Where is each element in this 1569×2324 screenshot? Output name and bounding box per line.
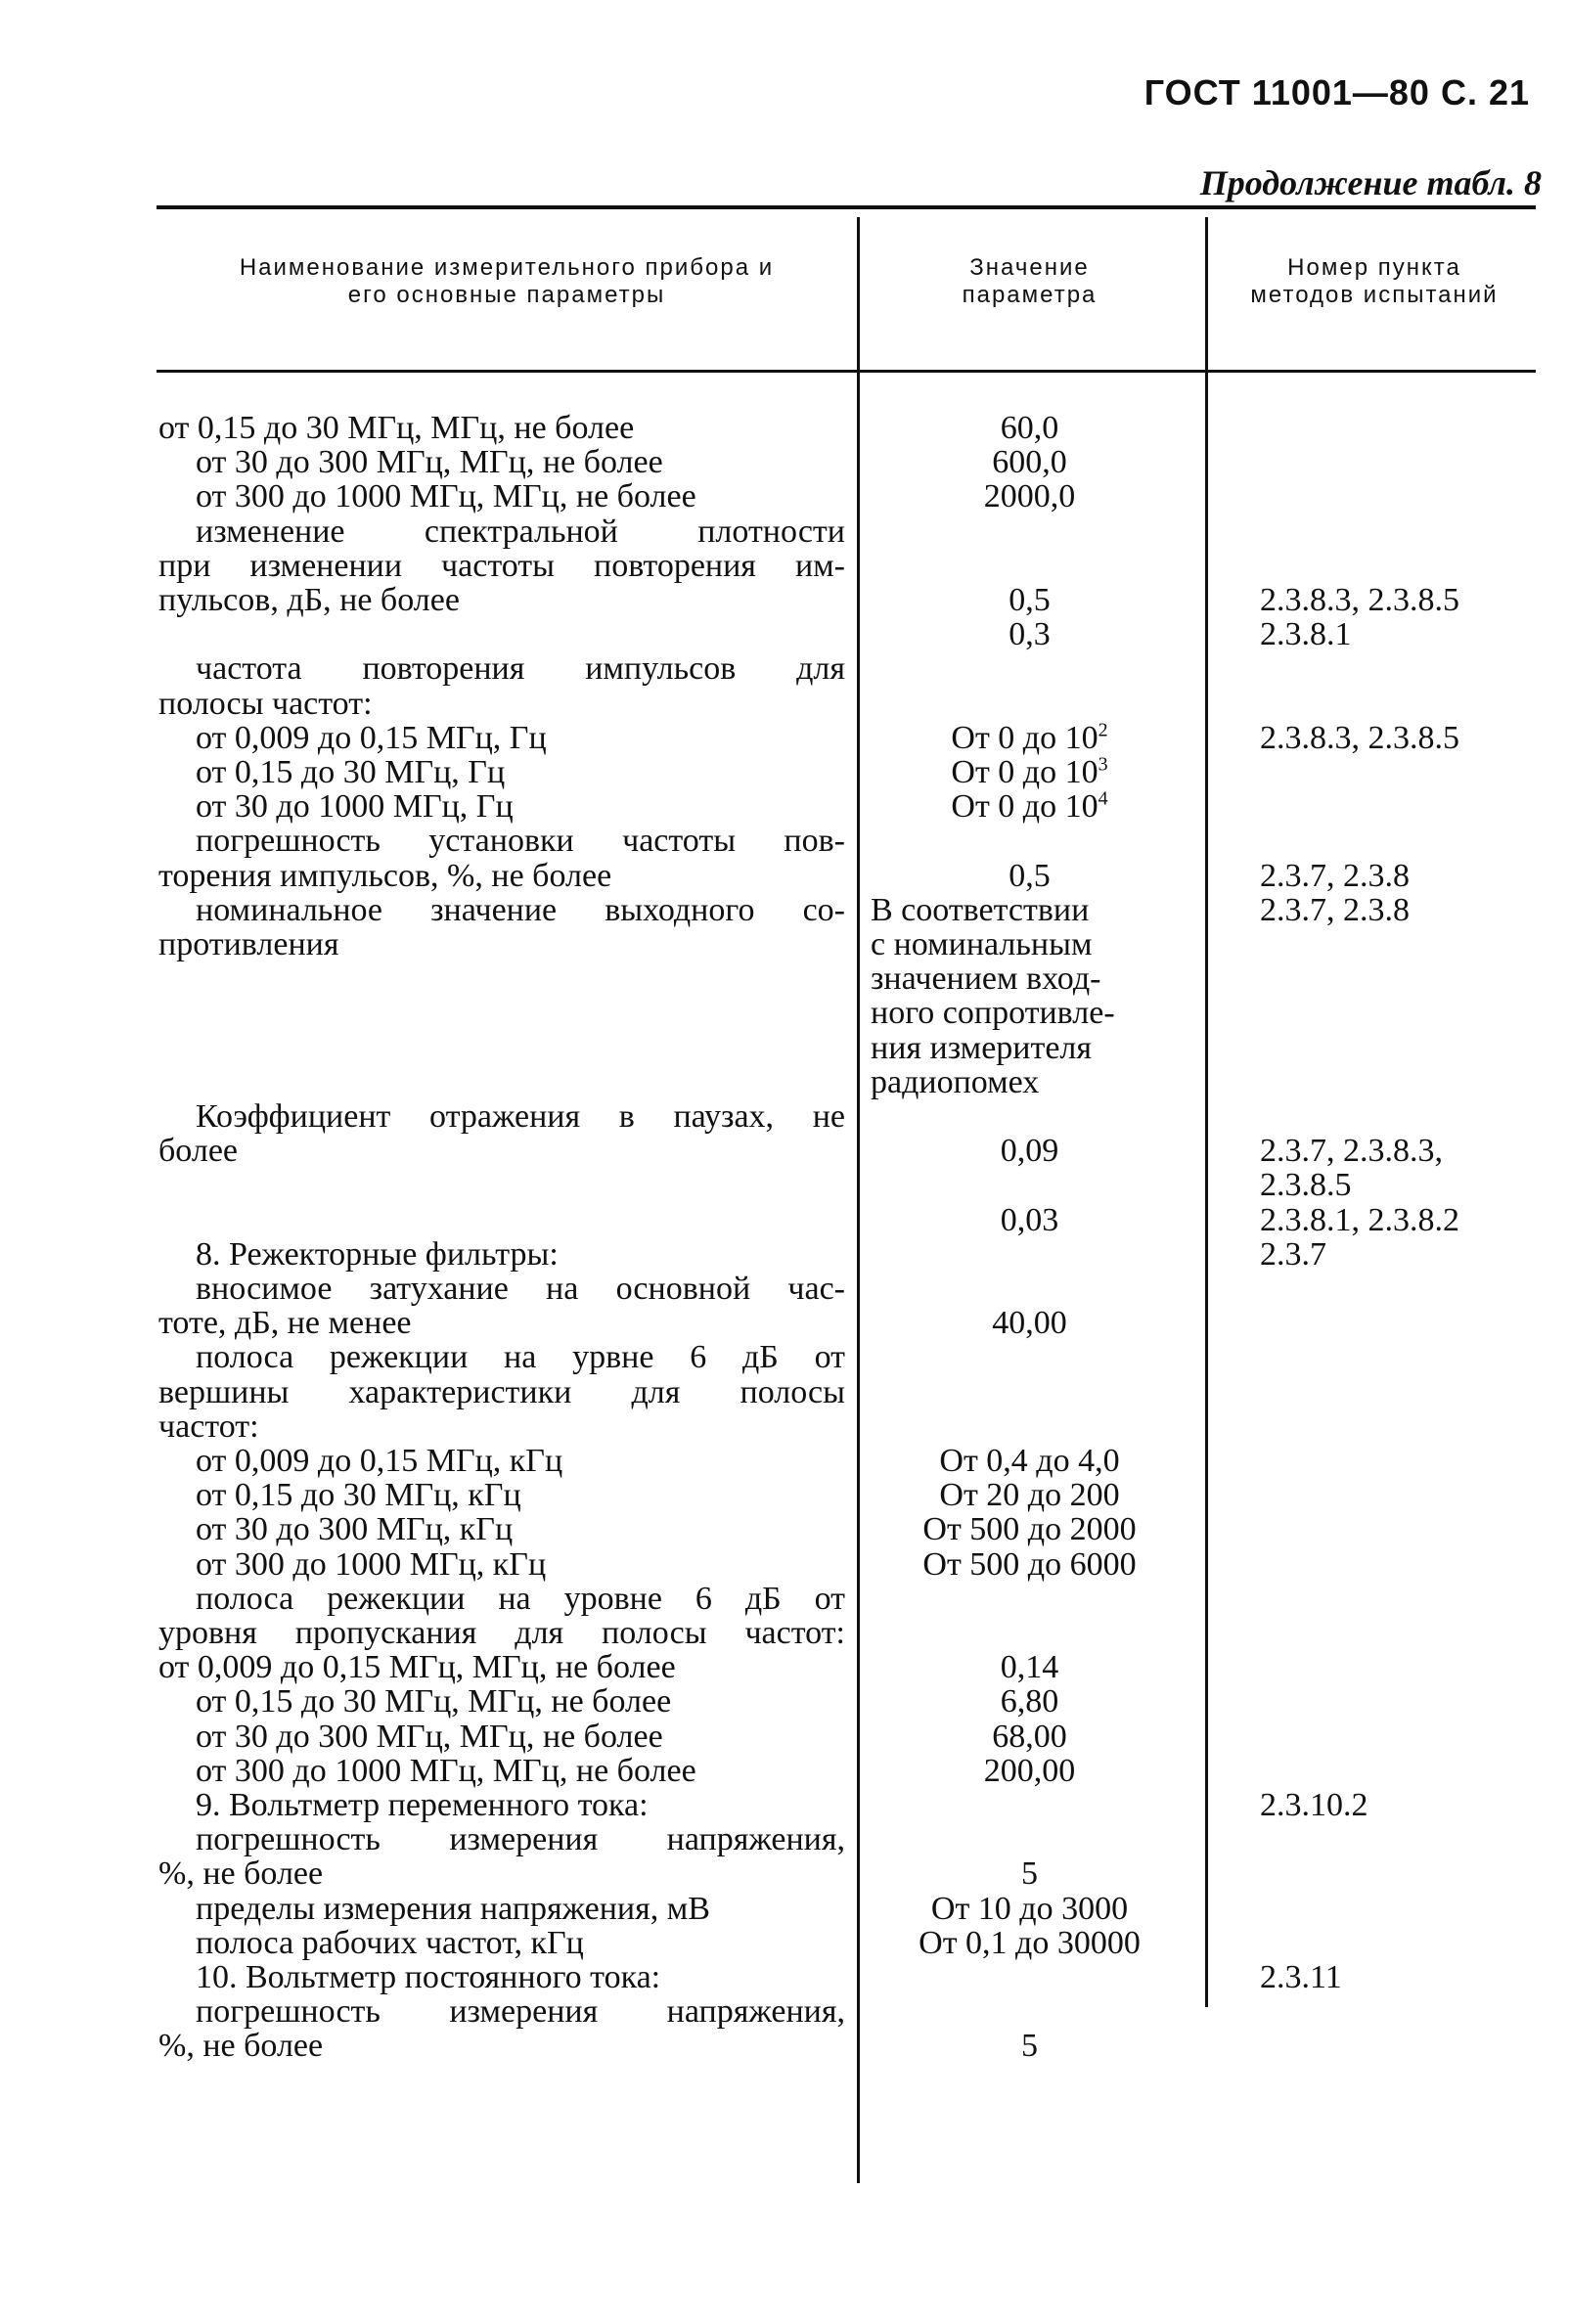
- cell-name: от 30 до 1000 МГц, Гц: [196, 788, 514, 826]
- table-row: [0, 617, 1569, 652]
- cell-clause: 2.3.7, 2.3.8: [1260, 857, 1410, 894]
- cell-value: [861, 1650, 1198, 1685]
- cell-name: 9. Вольтметр переменного тока:: [196, 1787, 649, 1823]
- table-row: [0, 1960, 1569, 1995]
- table-row: [0, 1856, 1569, 1892]
- cell-value-text: От 20 до 200: [939, 1477, 1120, 1514]
- cell-value: [861, 1926, 1198, 1961]
- cell-value-text: 5: [1021, 1855, 1038, 1893]
- cell-value: [861, 996, 1208, 1031]
- header-bottom-rule: [157, 370, 1536, 373]
- cell-name: от 0,009 до 0,15 МГц, МГц, не более: [158, 1649, 676, 1686]
- table-row: [0, 1237, 1569, 1273]
- cell-value-text: значением вход-: [871, 961, 1101, 998]
- cell-value-exponent: 2: [1098, 719, 1108, 741]
- table-row: [0, 1478, 1569, 1513]
- cell-name: полосы частот:: [158, 685, 373, 722]
- table-row: [0, 1375, 1569, 1410]
- cell-name: при изменении частоты повторения им-: [158, 547, 845, 584]
- cell-value-text: 6,80: [1000, 1683, 1059, 1721]
- cell-name: от 300 до 1000 МГц, МГц, не более: [196, 478, 696, 515]
- table-row: [0, 1031, 1569, 1066]
- cell-name: от 30 до 300 МГц, МГц, не более: [196, 1718, 663, 1755]
- table-row: [0, 996, 1569, 1031]
- table-row: [0, 1822, 1569, 1857]
- table-row: [0, 1994, 1569, 2030]
- table-row: [0, 1788, 1569, 1823]
- cell-name: %, не более: [158, 2028, 324, 2065]
- cell-value: [861, 961, 1208, 997]
- cell-value-text: 600,0: [992, 444, 1067, 481]
- cell-value-text: 0,03: [1000, 1201, 1059, 1238]
- table-row: [0, 1168, 1569, 1203]
- cell-name: противления: [158, 926, 339, 962]
- cell-value-text: В соответствии: [871, 891, 1090, 928]
- table-row: [0, 1512, 1569, 1547]
- table-row: [0, 1099, 1569, 1135]
- cell-value: [861, 1065, 1208, 1100]
- cell-name: 8. Режекторные фильтры:: [196, 1235, 559, 1273]
- table-row: [0, 514, 1569, 550]
- cell-name: от 0,15 до 30 МГц, Гц: [196, 754, 506, 790]
- table-row: [0, 583, 1569, 618]
- cell-value: [861, 1134, 1198, 1169]
- cell-name: от 0,15 до 30 МГц, МГц, не более: [196, 1683, 672, 1721]
- table-continuation-label: Продолжение табл. 8: [1199, 163, 1542, 202]
- cell-value: [861, 893, 1208, 928]
- table-row: [0, 1547, 1569, 1583]
- cell-name: от 0,15 до 30 МГц, кГц: [196, 1477, 521, 1514]
- cell-value: [861, 755, 1198, 790]
- table-row: [0, 1444, 1569, 1479]
- cell-value: [861, 1892, 1198, 1927]
- cell-value: [861, 1720, 1198, 1755]
- cell-value-text: с номинальным: [871, 926, 1093, 962]
- cell-clause: 2.3.7, 2.3.8: [1260, 891, 1410, 928]
- table-row: [0, 859, 1569, 894]
- cell-clause: 2.3.10.2: [1260, 1787, 1368, 1823]
- table-row: [0, 1340, 1569, 1375]
- table-row: [0, 1306, 1569, 1341]
- cell-name: от 300 до 1000 МГц, МГц, не более: [196, 1752, 696, 1789]
- cell-name: полоса режекции на уровне 6 дБ от: [196, 1580, 845, 1617]
- cell-name: погрешность измерения напряжения,: [196, 1821, 845, 1858]
- column-header-value: [861, 254, 1198, 309]
- cell-value: [861, 721, 1198, 756]
- cell-value: [861, 789, 1198, 825]
- cell-value-text: 0,14: [1000, 1649, 1059, 1686]
- table-row: [0, 1892, 1569, 1927]
- cell-clause: 2.3.7: [1260, 1235, 1326, 1273]
- cell-value: [861, 479, 1198, 514]
- cell-value: [861, 583, 1198, 618]
- cell-value-text: 0,5: [1009, 857, 1051, 894]
- cell-value-text: От 0 до 10: [951, 719, 1098, 756]
- cell-value: [861, 1444, 1198, 1479]
- cell-name: погрешность измерения напряжения,: [196, 1993, 845, 2031]
- table-row: [0, 1754, 1569, 1789]
- table-row: [0, 1065, 1569, 1100]
- cell-value-text: От 0,4 до 4,0: [939, 1443, 1120, 1479]
- cell-value-text: От 0,1 до 30000: [919, 1924, 1141, 1961]
- table-row: [0, 1582, 1569, 1617]
- cell-name: вершины характеристики для полосы: [158, 1373, 845, 1410]
- cell-value: [861, 411, 1198, 446]
- cell-value-text: 0,3: [1009, 616, 1051, 653]
- table-row: [0, 1409, 1569, 1445]
- cell-name: от 30 до 300 МГц, кГц: [196, 1511, 514, 1548]
- cell-clause: 2.3.8.1: [1260, 616, 1352, 653]
- cell-name: тоте, дБ, не менее: [158, 1305, 412, 1342]
- cell-name: пульсов, дБ, не более: [158, 582, 460, 618]
- cell-clause: 2.3.8.3, 2.3.8.5: [1260, 582, 1459, 618]
- table-row: [0, 789, 1569, 825]
- cell-value: [861, 1547, 1198, 1583]
- cell-value: [861, 1478, 1198, 1513]
- cell-value: [861, 2029, 1198, 2064]
- cell-value: [861, 1856, 1198, 1892]
- cell-name: более: [158, 1133, 238, 1170]
- table-row: [0, 1720, 1569, 1755]
- column-header-clause-text: Номер пункта методов испытаний: [1250, 254, 1499, 308]
- cell-value: [861, 1203, 1198, 1238]
- cell-value-text: 40,00: [992, 1305, 1067, 1342]
- table-row: [0, 687, 1569, 722]
- cell-value-text: От 10 до 3000: [930, 1890, 1129, 1927]
- cell-name: уровня пропускания для полосы частот:: [158, 1615, 845, 1651]
- column-header-clause: [1209, 254, 1540, 309]
- table-row: [0, 1203, 1569, 1238]
- cell-value-text: 200,00: [983, 1752, 1076, 1789]
- cell-value: [861, 1754, 1198, 1789]
- table-row: [0, 1926, 1569, 1961]
- cell-value-text: 2000,0: [983, 478, 1076, 515]
- cell-value: [861, 1031, 1208, 1066]
- cell-name: от 0,009 до 0,15 МГц, Гц: [196, 719, 547, 756]
- document-id: ГОСТ 11001—80 С. 21: [1143, 72, 1530, 112]
- cell-name: частота повторения импульсов для: [196, 650, 845, 688]
- cell-value-text: радиопомех: [871, 1063, 1040, 1100]
- cell-name: полоса рабочих частот, кГц: [196, 1924, 584, 1961]
- table-top-rule: [157, 205, 1536, 209]
- table-row: [0, 824, 1569, 859]
- table-row: [0, 549, 1569, 584]
- cell-value-text: ного сопротивле-: [871, 995, 1115, 1032]
- cell-value: [861, 1306, 1198, 1341]
- cell-clause: 2.3.8.5: [1260, 1167, 1352, 1204]
- cell-value-exponent: 3: [1098, 753, 1108, 776]
- table-row: [0, 1684, 1569, 1720]
- page-header: [0, 0, 1569, 215]
- cell-value-text: 5: [1021, 2028, 1038, 2065]
- cell-name: от 300 до 1000 МГц, кГц: [196, 1545, 547, 1583]
- cell-value: [861, 445, 1198, 480]
- cell-name: от 30 до 300 МГц, МГц, не более: [196, 444, 663, 481]
- table-row: [0, 927, 1569, 962]
- cell-value-text: 0,5: [1009, 582, 1051, 618]
- cell-name: изменение спектральной плотности: [196, 513, 845, 550]
- cell-value-text: От 0 до 10: [951, 754, 1098, 790]
- cell-clause: 2.3.8.1, 2.3.8.2: [1260, 1201, 1459, 1238]
- table-row: [0, 411, 1569, 446]
- cell-name: от 0,009 до 0,15 МГц, кГц: [196, 1443, 563, 1479]
- table-row: [0, 893, 1569, 928]
- cell-value-text: От 500 до 2000: [922, 1511, 1137, 1548]
- cell-name: номинальное значение выходного со-: [196, 891, 845, 928]
- table-row: [0, 2029, 1569, 2064]
- cell-name: погрешность установки частоты пов-: [196, 823, 845, 860]
- cell-name: 10. Вольтметр постоянного тока:: [196, 1959, 661, 1995]
- cell-value-text: От 500 до 6000: [922, 1545, 1137, 1583]
- cell-value-text: 0,09: [1000, 1133, 1059, 1170]
- table-row: [0, 1134, 1569, 1169]
- cell-name: %, не более: [158, 1855, 324, 1893]
- table-row: [0, 961, 1569, 997]
- cell-clause: 2.3.11: [1260, 1959, 1342, 1995]
- table-row: [0, 1616, 1569, 1651]
- table-row: [0, 651, 1569, 687]
- cell-value-exponent: 4: [1098, 787, 1108, 810]
- cell-value: [861, 1512, 1198, 1547]
- column-header-value-text: Значение параметра: [962, 254, 1098, 308]
- cell-value: [861, 927, 1208, 962]
- cell-name: вносимое затухание на основной час-: [196, 1271, 845, 1307]
- table-row: [0, 1650, 1569, 1685]
- cell-name: Коэффициент отражения в паузах, не: [196, 1098, 845, 1135]
- table-row: [0, 1272, 1569, 1307]
- cell-value: [861, 617, 1198, 652]
- table-row: [0, 721, 1569, 756]
- table-row: [0, 479, 1569, 514]
- cell-name: полоса режекции на урвне 6 дБ от: [196, 1339, 845, 1376]
- column-header-name: [164, 254, 849, 309]
- cell-value-text: ния измерителя: [871, 1029, 1093, 1066]
- cell-value: [861, 859, 1198, 894]
- cell-value: [861, 1684, 1198, 1720]
- cell-value-text: 68,00: [992, 1718, 1067, 1755]
- cell-name: от 0,15 до 30 МГц, МГц, не более: [158, 410, 635, 446]
- cell-name: торения импульсов, %, не более: [158, 857, 612, 894]
- table-row: [0, 445, 1569, 480]
- cell-name: пределы измерения напряжения, мВ: [196, 1890, 710, 1927]
- table-row: [0, 755, 1569, 790]
- cell-value-text: От 0 до 10: [951, 788, 1098, 826]
- cell-clause: 2.3.8.3, 2.3.8.5: [1260, 719, 1459, 756]
- cell-value-text: 60,0: [1000, 410, 1059, 446]
- column-header-name-text: Наименование измерительного прибора и его основные параметры: [239, 254, 775, 308]
- cell-clause: 2.3.7, 2.3.8.3,: [1260, 1133, 1443, 1170]
- cell-name: частот:: [158, 1408, 259, 1445]
